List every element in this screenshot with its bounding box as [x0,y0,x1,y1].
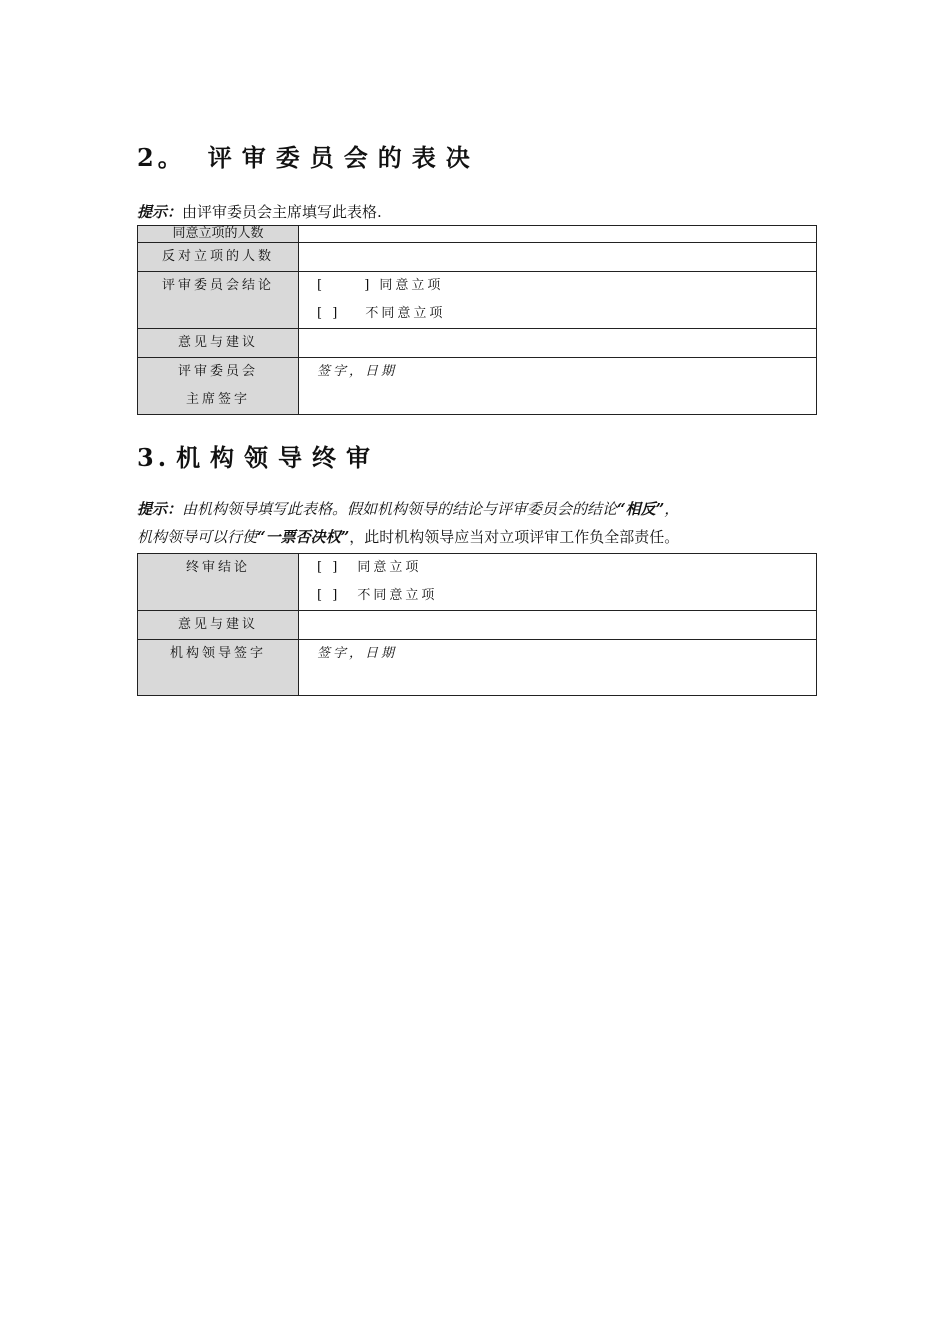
opinion-field[interactable] [299,611,817,640]
oppose-count-field[interactable] [299,243,817,272]
table-row [138,329,817,358]
signature-date-hint: 签字，日期 [317,646,398,661]
agree-count-field[interactable] [299,226,817,243]
opinion-label: 意见与建议 [138,329,299,358]
agree-count-label: 同意立项的人数 [138,226,299,243]
signature-date-hint: 签字，日期 [317,364,398,379]
opinion-label: 意见与建议 [138,611,299,640]
section-2-heading [137,138,480,173]
opinion-field[interactable] [299,329,817,358]
section-2-number: 2。 [137,143,186,172]
disagree-checkbox[interactable]: [ ] [317,588,341,603]
table-row [138,611,817,640]
table-row [138,226,817,243]
agree-option-label: 同意立项 [357,560,422,575]
disagree-checkbox[interactable]: [ ] [317,306,341,321]
agree-option[interactable] [299,272,816,300]
disagree-option[interactable] [299,582,816,610]
disagree-option-label: 不同意立项 [357,588,438,603]
section-3-hint: 提示：由机构领导填写此表格。假如机构领导的结论与评审委员会的结论“相反”， 机构领导可以行使“一票否决权”，此时机构领导应当对立项评审工作负全部责任。 [137,500,680,546]
final-conclusion-label: 终审结论 [138,554,299,611]
table-row [138,640,817,696]
table-row [138,272,817,329]
leader-sign-label: 机构领导签字 [138,640,299,696]
chair-sign-label: 评审委员会 主席签字 [138,358,299,415]
leader-review-table [137,553,817,696]
chair-sign-field[interactable] [299,358,817,415]
leader-sign-field[interactable] [299,640,817,696]
agree-checkbox[interactable]: [ ] [317,278,373,293]
hint-label: 提示： [137,500,183,518]
hint-label: 提示： [137,203,183,221]
table-row [138,358,817,415]
committee-vote-table [137,225,817,415]
oppose-count-label: 反对立项的人数 [138,243,299,272]
agree-option-label: 同意立项 [379,278,444,293]
final-conclusion-options [299,554,817,611]
table-row [138,554,817,611]
conclusion-options [299,272,817,329]
hint-text: 由评审委员会主席填写此表格. [182,203,382,221]
section-3-title: 机构领导终审 [176,443,381,472]
agree-option[interactable] [299,554,816,582]
section-3-heading [137,438,380,473]
section-2-title: 评审委员会的表决 [207,143,480,172]
section-2-hint [137,198,817,226]
table-row [138,243,817,272]
section-3-number: 3. [137,443,171,472]
conclusion-label: 评审委员会结论 [138,272,299,329]
agree-checkbox[interactable]: [ ] [317,560,341,575]
disagree-option[interactable] [299,300,816,328]
disagree-option-label: 不同意立项 [365,306,446,321]
